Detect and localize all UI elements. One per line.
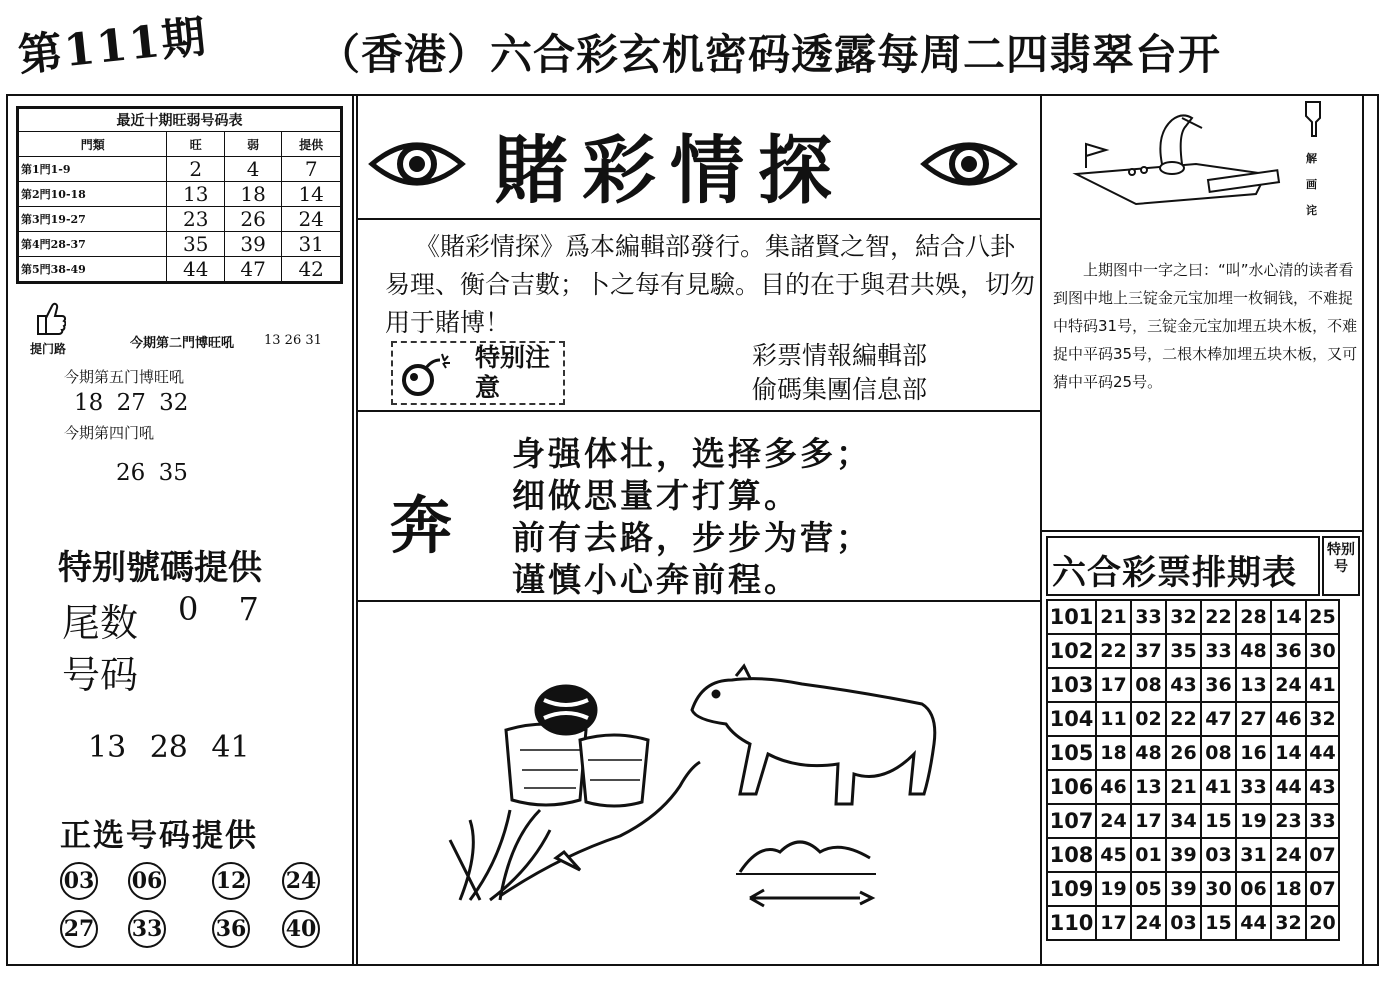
main-number: 36 (212, 910, 250, 948)
issue-cell: 105 (1047, 736, 1096, 770)
table-cell: 31 (282, 232, 342, 257)
number-cell: 13 (1131, 770, 1166, 804)
table-row (1047, 702, 1339, 736)
number-cell: 37 (1131, 634, 1166, 668)
table-cell: 14 (282, 182, 342, 207)
number-cell: 36 (1271, 634, 1306, 668)
table-row (1047, 804, 1339, 838)
row-label: 第4門28-37 (18, 232, 167, 257)
number-cell: 35 (1166, 634, 1201, 668)
door5-label: 今期第五门博旺吼 (64, 368, 185, 386)
number-cell: 16 (1236, 736, 1271, 770)
number-cell: 05 (1131, 872, 1166, 906)
table-cell: 26 (224, 207, 281, 232)
main-number: 12 (212, 862, 250, 900)
table-cell: 47 (224, 257, 281, 283)
door5-numbers: 18 27 32 (74, 390, 189, 416)
number-cell: 48 (1131, 736, 1166, 770)
table-caption: 最近十期旺弱号码表 (18, 108, 342, 132)
number-cell: 24 (1271, 838, 1306, 872)
schedule-special-label: 特别号 (1327, 542, 1355, 575)
special-number-cell: 41 (1306, 668, 1339, 702)
code-numbers: 13 28 41 (88, 730, 250, 765)
number-cell: 39 (1166, 872, 1201, 906)
number-cell: 22 (1166, 702, 1201, 736)
number-cell: 15 (1201, 804, 1236, 838)
number-cell: 21 (1166, 770, 1201, 804)
thumbs-up-icon (32, 298, 66, 338)
bomb-icon (398, 350, 456, 398)
special-number-cell: 33 (1306, 804, 1339, 838)
number-cell: 03 (1201, 838, 1236, 872)
number-cell: 19 (1236, 804, 1271, 838)
number-cell: 08 (1201, 736, 1236, 770)
table-cell: 13 (167, 182, 224, 207)
table-row (18, 157, 342, 182)
issue-cell: 109 (1047, 872, 1096, 906)
main-number: 03 (60, 862, 98, 900)
row-label: 第5門38-49 (18, 257, 167, 283)
number-cell: 32 (1271, 906, 1306, 940)
table-row (1047, 906, 1339, 940)
table-cell: 42 (282, 257, 342, 283)
poem-key-character: 奔 (390, 489, 453, 562)
special-number-cell: 07 (1306, 872, 1339, 906)
number-cell: 17 (1096, 906, 1131, 940)
table-header: 弱 (224, 132, 281, 157)
poem-line: 身强体壮，选择多多； (512, 434, 872, 473)
main-number: 27 (60, 910, 98, 948)
special-title: 特别號碼提供 (58, 548, 262, 588)
table-row (1047, 838, 1339, 872)
number-cell: 18 (1096, 736, 1131, 770)
number-cell: 45 (1096, 838, 1131, 872)
door2-numbers: 13 26 31 (264, 333, 322, 348)
number-cell: 32 (1166, 600, 1201, 634)
number-cell: 15 (1201, 906, 1236, 940)
number-cell: 46 (1096, 770, 1131, 804)
publisher-2: 偷碼集團信息部 (752, 375, 928, 404)
schedule-title: 六合彩票排期表 (1052, 553, 1297, 593)
table-cell: 44 (167, 257, 224, 283)
divider-right-edge (1362, 96, 1364, 964)
table-cell: 35 (167, 232, 224, 257)
table-cell: 39 (224, 232, 281, 257)
door4-numbers: 26 35 (116, 460, 188, 486)
number-cell: 43 (1166, 668, 1201, 702)
row-label: 第3門19-27 (18, 207, 167, 232)
door2-label: 今期第二門博旺吼 (130, 336, 235, 351)
hot-cold-table (16, 106, 343, 284)
poem-line: 谨慎小心奔前程。 (512, 560, 800, 599)
riddle-text: 上期图中一字之曰：“叫”水心清的读者看到图中地上三锭金元宝加埋一枚铜钱，不难捉中特码31号，三锭金元宝加埋五块木板，不难捉中平码35号，二根木棒加埋五块木板，又可猜中平码25号。 (1053, 261, 1358, 391)
issue-cell: 106 (1047, 770, 1096, 804)
special-number-cell: 30 (1306, 634, 1339, 668)
main-title: 正选号码提供 (60, 818, 258, 854)
eye-icon (368, 132, 466, 196)
number-cell: 17 (1131, 804, 1166, 838)
number-cell: 01 (1131, 838, 1166, 872)
page-title: （香港）六合彩玄机密码透露每周二四翡翠台开 (318, 30, 1222, 79)
table-cell: 7 (282, 157, 342, 182)
number-cell: 33 (1131, 600, 1166, 634)
table-row (1047, 770, 1339, 804)
picture-label: 解画诧 (1306, 152, 1317, 217)
special-number-cell: 32 (1306, 702, 1339, 736)
poem-line: 前有去路，步步为营； (512, 518, 872, 557)
divider-right-mid (1042, 530, 1362, 532)
table-header: 門類 (18, 132, 167, 157)
number-cell: 14 (1271, 600, 1306, 634)
issue-cell: 107 (1047, 804, 1096, 838)
table-cell: 24 (282, 207, 342, 232)
table-header: 提供 (282, 132, 342, 157)
poem-line: 细做思量才打算。 (512, 476, 800, 515)
special-number-cell: 44 (1306, 736, 1339, 770)
table-row (1047, 634, 1339, 668)
issue-cell: 104 (1047, 702, 1096, 736)
number-cell: 03 (1166, 906, 1201, 940)
table-cell: 2 (167, 157, 224, 182)
number-cell: 24 (1271, 668, 1306, 702)
main-number: 06 (128, 862, 166, 900)
issue-cell: 101 (1047, 600, 1096, 634)
pointing-hand-icon (1302, 98, 1326, 138)
number-cell: 33 (1201, 634, 1236, 668)
number-cell: 44 (1271, 770, 1306, 804)
number-cell: 22 (1201, 600, 1236, 634)
main-number: 24 (282, 862, 320, 900)
number-cell: 24 (1096, 804, 1131, 838)
issue-number: 第111期 (15, 11, 210, 82)
number-cell: 14 (1271, 736, 1306, 770)
issue-cell: 103 (1047, 668, 1096, 702)
main-number: 40 (282, 910, 320, 948)
number-cell: 33 (1236, 770, 1271, 804)
number-cell: 48 (1236, 634, 1271, 668)
riddle-illustration (440, 660, 940, 930)
number-cell: 21 (1096, 600, 1131, 634)
special-number-cell: 20 (1306, 906, 1339, 940)
table-cell: 18 (224, 182, 281, 207)
table-row (18, 207, 342, 232)
table-row (18, 182, 342, 207)
number-cell: 27 (1236, 702, 1271, 736)
number-cell: 47 (1201, 702, 1236, 736)
divider-left-inner (356, 96, 358, 964)
table-row (18, 257, 342, 283)
tail-numbers: 0 7 (178, 590, 259, 628)
issue-cell: 108 (1047, 838, 1096, 872)
special-number-cell: 43 (1306, 770, 1339, 804)
number-cell: 26 (1166, 736, 1201, 770)
number-cell: 17 (1096, 668, 1131, 702)
number-cell: 31 (1236, 838, 1271, 872)
row-label: 第2門10-18 (18, 182, 167, 207)
publisher-1: 彩票情報編輯部 (752, 341, 928, 370)
number-cell: 36 (1201, 668, 1236, 702)
arrow-icon (736, 842, 876, 906)
table-row (1047, 600, 1339, 634)
number-cell: 39 (1166, 838, 1201, 872)
number-cell: 23 (1271, 804, 1306, 838)
number-cell: 02 (1131, 702, 1166, 736)
number-cell: 22 (1096, 634, 1131, 668)
number-cell: 19 (1096, 872, 1131, 906)
row-label: 第1門1-9 (18, 157, 167, 182)
divider-left (352, 96, 354, 964)
brand-title: 賭彩情探 (494, 128, 846, 214)
bear-icon (692, 666, 935, 804)
table-row (1047, 736, 1339, 770)
code-label: 号码 (62, 653, 139, 697)
tip-label: 提门路 (30, 342, 67, 356)
number-cell: 30 (1201, 872, 1236, 906)
table-row (18, 232, 342, 257)
issue-cell: 102 (1047, 634, 1096, 668)
schedule-table (1046, 599, 1340, 941)
divider-intro (356, 410, 1040, 412)
number-cell: 11 (1096, 702, 1131, 736)
eye-icon (920, 132, 1018, 196)
table-cell: 23 (167, 207, 224, 232)
special-number-cell: 07 (1306, 838, 1339, 872)
number-cell: 28 (1236, 600, 1271, 634)
notice-label: 特别注意 (475, 343, 551, 402)
number-cell: 34 (1166, 804, 1201, 838)
tail-label: 尾数 (62, 601, 139, 645)
special-number-cell: 25 (1306, 600, 1339, 634)
divider-brand (356, 218, 1040, 220)
number-cell: 08 (1131, 668, 1166, 702)
number-cell: 41 (1201, 770, 1236, 804)
basket-icon (506, 686, 648, 806)
table-header: 旺 (167, 132, 224, 157)
table-cell: 4 (224, 157, 281, 182)
issue-cell: 110 (1047, 906, 1096, 940)
table-row (1047, 668, 1339, 702)
door4-label: 今期第四门吼 (64, 424, 155, 442)
number-cell: 13 (1236, 668, 1271, 702)
poem (512, 433, 872, 601)
number-cell: 18 (1271, 872, 1306, 906)
main-number: 33 (128, 910, 166, 948)
number-cell: 24 (1131, 906, 1166, 940)
number-cell: 06 (1236, 872, 1271, 906)
number-cell: 46 (1271, 702, 1306, 736)
previous-picture-icon (1072, 104, 1282, 214)
table-row (1047, 872, 1339, 906)
schedule-title-box (1046, 536, 1320, 596)
number-cell: 44 (1236, 906, 1271, 940)
intro-text: 《賭彩情探》爲本編輯部發行。集諸賢之智，結合八卦易理、衡合吉數；卜之每有見驗。目的在于與君共娛，切勿用于賭博！ (385, 232, 1036, 337)
